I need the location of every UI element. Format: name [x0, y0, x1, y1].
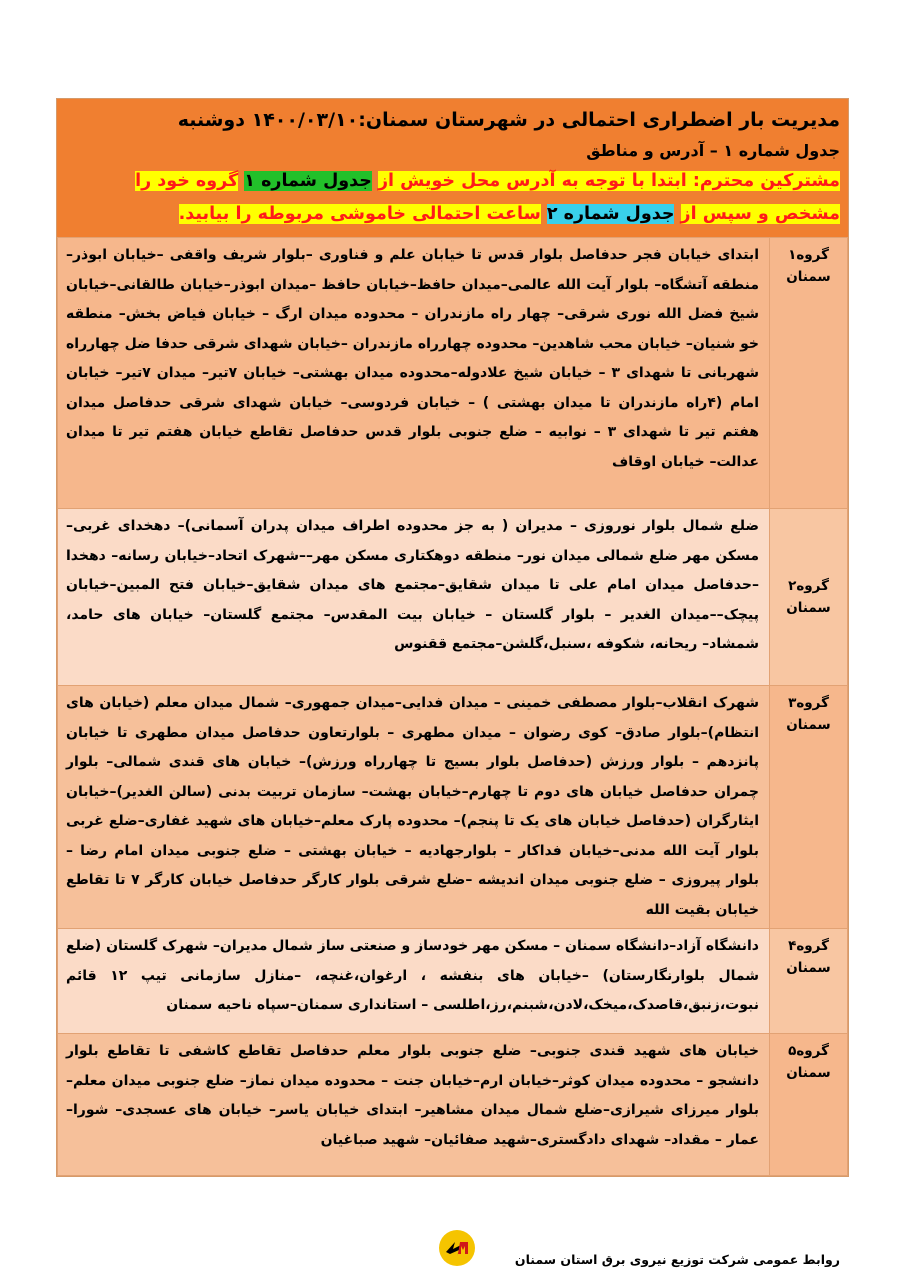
notice-part-3: گروه خود را مشخص و سپس از — [135, 171, 840, 224]
table-row — [58, 238, 848, 509]
group-city: سمنان — [786, 269, 831, 285]
footer-credit: روابط عمومی شرکت توزیع نیروی برق استان سمنان — [514, 1252, 840, 1267]
group-addresses: خیابان های شهید قندی جنوبی– ضلع جنوبی بلوار معلم حدفاصل تقاطع کاشفی تا تقاطع بلوار دانشجو – محدوده میدان کوثر–خیابان ارم–خیابان جنت – محدوده میدان نماز– ضلع جنوبی میدان معلم–بلوار میرزای شیرازی–ضلع شمال میدان مشاهیر– ابتدای خیابان یاسر– خیابان های عسجدی– شورا– عمار – مقداد– شهدای دادگستری–شهید صفائیان– شهید صباغیان — [58, 1034, 770, 1176]
group-addresses: دانشگاه آزاد–دانشگاه سمنان – مسکن مهر خودساز و صنعتی ساز شمال مدیران– شهرک گلستان (ضلع شمال بلوارنگارستان) –خیابان های بنفشه ، ارغوان،غنچه، –منازل سازمانی تیپ ۱۲ قائم نبوت،زنبق،قاصدک،میخک،لادن،شبنم،رز،اطلسی – استانداری سمنان–سپاه ناحیه سمنان — [58, 929, 770, 1034]
table-header — [57, 99, 848, 237]
group-city: سمنان — [786, 599, 831, 616]
group-addresses: ضلع شمال بلوار نوروزی – مدیران ( به جز محدوده اطراف میدان پدران آسمانی)– دهخدای غربی– مسکن مهر ضلع شمالی میدان نور– منطقه دوهکتاری مسکن مهر––شهرک اتحاد–خیابان رسانه– دهخدا –حدفاصل میدان امام علی تا میدان شقایق–مجتمع های میدان شقایق–خیابان فتح المبین–خیابان پیچک––میدان الغدیر – بلوار گلستان – خیابان بیت المقدس– مجتمع گلستان– خیابان های حامد، شمشاد– ریحانه، شکوفه ،سنبل،گلشن–مجتمع ققنوس — [58, 509, 770, 686]
customer-notice — [65, 165, 840, 231]
outage-schedule-table — [56, 98, 849, 1177]
table-row — [58, 686, 848, 929]
notice-part-5: ساعت احتمالی خاموشی مربوطه را بیابید. — [178, 204, 541, 224]
notice-part-1: مشترکین محترم: ابتدا با توجه به آدرس محل خویش از — [377, 171, 840, 191]
group-city: سمنان — [786, 717, 831, 733]
page-footer — [0, 1222, 909, 1280]
notice-table-2-highlight: جدول شماره ۲ — [546, 204, 675, 224]
groups-table — [57, 237, 848, 1176]
group-city: سمنان — [786, 1065, 831, 1081]
page-title: مدیریت بار اضطراری احتمالی در شهرستان سمنان:۱۴۰۰/۰۳/۱۰ دوشنبه — [177, 109, 840, 131]
group-addresses: شهرک انقلاب–بلوار مصطفی خمینی – میدان فدایی–میدان جمهوری– شمال میدان معلم (خیابان های انتظام)–بلوار صادق– کوی رضوان – میدان مطهری – بلوارتعاون حدفاصل میدان مطهری تا خیابان پانزدهم – بلوار ورزش (حدفاصل بلوار بسیج تا چهارراه ورزش)– خیابان های قندی شمالی– بلوار چمران حدفاصل خیابان های دوم تا چهارم–خیابان بهشت– سازمان تربیت بدنی (سالن الغدیر)–خیابان ایثارگران (حدفاصل خیابان های یک تا پنجم)– محدوده پارک معلم–خیابان های شهید غفاری–ضلع غربی بلوار آیت الله مدنی–خیابان فداکار – بلوارجهادیه – خیابان بهشتی – ضلع جنوبی میدان امام رضا – بلوار پیروزی – ضلع جنوبی میدان اندیشه –ضلع شرقی بلوار کارگر حدفاصل خیابان کارگر ۷ تا تقاطع خیابان بقیت الله — [58, 686, 770, 929]
group-label: گروه۱ — [788, 247, 829, 263]
group-cell — [770, 929, 848, 1034]
group-cell — [770, 1034, 848, 1176]
table-row — [58, 509, 848, 686]
table-subtitle: جدول شماره ۱ – آدرس و مناطق — [586, 141, 840, 160]
notice-table-1-highlight: جدول شماره ۱ — [244, 171, 372, 191]
group-cell — [770, 686, 848, 929]
group-label: گروه۳ — [788, 695, 829, 711]
group-label: گروه۴ — [788, 938, 829, 954]
group-cell — [770, 238, 848, 509]
table-row — [58, 929, 848, 1034]
group-addresses: ابتدای خیابان فجر حدفاصل بلوار قدس تا خیابان علم و فناوری –بلوار شریف واقفی –خیابان ابوذر–منطقه آتشگاه– بلوار آیت الله عالمی–میدان حافظ–خیابان حافظ –میدان ابوذر–خیابان طالقانی–خیابان شیخ فضل الله نوری شرقی– چهار راه مازندران – محدوده میدان ارگ – خیابان فیاض بخش– منطقه خو شنیان– خیابان محب شاهدین– محدوده چهارراه مازندران –خیابان شهدای شرقی حدفا ضل چهارراه شهربانی تا شهدای ۳ – خیابان شیخ علادوله–محدوده میدان بهشتی– خیابان ۷تیر– میدان ۷تیر– خیابان امام (۴راه مازندران تا میدان بهشتی ) – خیابان فردوسی– خیابان شهدای شرقی حدفاصل میدان هفتم تیر تا شهدای ۳ – نوابیه – ضلع جنوبی بلوار قدس حدفاصل تقاطع خیابان هفتم تیر تا میدان عدالت– خیابان اوقاف — [58, 238, 770, 509]
group-cell — [770, 509, 848, 686]
group-label: گروه۲ — [788, 577, 829, 594]
table-row — [58, 1034, 848, 1176]
group-label: گروه۵ — [788, 1043, 829, 1059]
group-city: سمنان — [786, 960, 831, 976]
